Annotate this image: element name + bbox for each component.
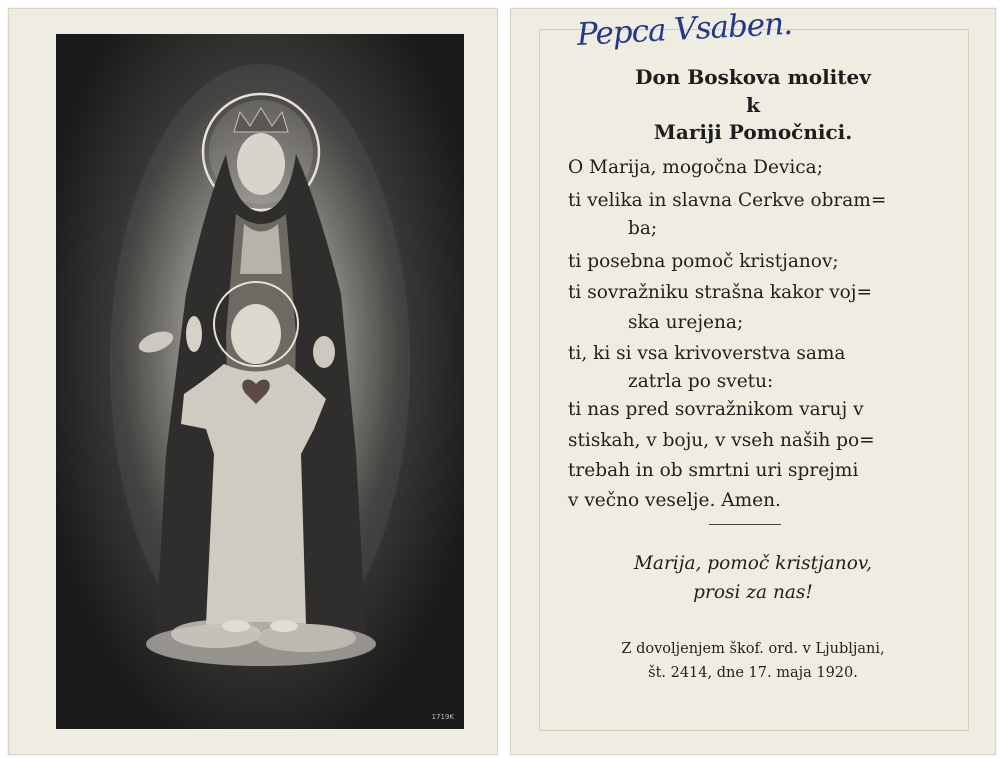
prayer-line: ba; <box>628 218 658 239</box>
picture-number: 1719K <box>431 713 454 721</box>
prayer-title-line-3: Mariji Pomočnici. <box>653 120 853 144</box>
imprimatur-line-1: Z dovoljenjem škof. ord. v Ljubljani, <box>621 641 885 657</box>
prayer-line: ti, ki si vsa krivoverstva sama <box>568 343 846 364</box>
prayer-title-line-1: Don Boskova molitev <box>635 65 871 89</box>
madonna-child-illustration <box>56 34 464 729</box>
prayer-line: ti posebna pomoč kristjanov; <box>568 251 839 272</box>
divider-rule <box>709 524 781 525</box>
prayer-line: zatrla po svetu: <box>628 371 774 392</box>
prayer-line: stiskah, v boju, v vseh naših po= <box>568 430 875 451</box>
madonna-child-picture <box>56 34 464 729</box>
prayer-title-line-2: k <box>746 93 760 117</box>
mary-right-hand <box>313 336 335 368</box>
invocation-line-2: prosi za nas! <box>693 582 813 603</box>
child-raised-hand <box>186 316 202 352</box>
holy-card-front <box>8 8 498 755</box>
prayer-line: ti velika in slavna Cerkve obram= <box>568 190 887 211</box>
handwritten-signature: Pepca Vsaben. <box>576 5 793 53</box>
prayer-line: trebah in ob smrtni uri sprejmi <box>568 460 859 481</box>
imprimatur-line-2: št. 2414, dne 17. maja 1920. <box>648 665 858 681</box>
prayer-line: ti nas pred sovražnikom varuj v <box>568 399 864 420</box>
child-face <box>231 304 281 364</box>
holy-card-back <box>510 5 996 755</box>
prayer-line: ska urejena; <box>628 312 744 333</box>
invocation-line-1: Marija, pomoč kristjanov, <box>633 553 873 574</box>
prayer-line: ti sovražniku strašna kakor voj= <box>568 282 873 303</box>
prayer-line: v večno veselje. Amen. <box>568 490 781 511</box>
prayer-line: O Marija, mogočna Devica; <box>568 157 823 178</box>
mary-face <box>237 133 285 195</box>
